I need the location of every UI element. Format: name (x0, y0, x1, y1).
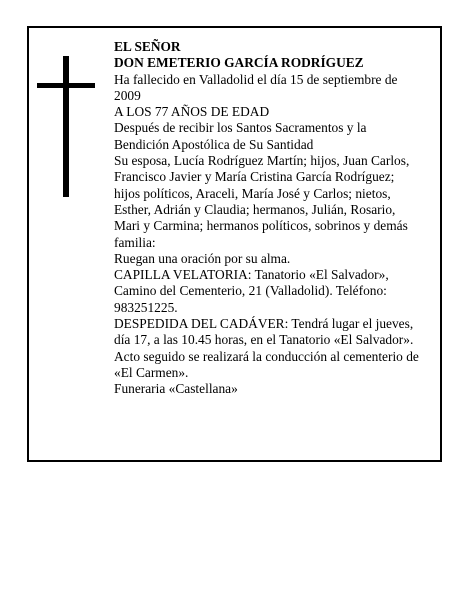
chapel-info: CAPILLA VELATORIA: Tanatorio «El Salvador», Camino del Cementerio, 21 (Valladolid). Teléfono: 983251225. (114, 267, 389, 315)
cross-icon (63, 56, 69, 197)
family-list: Su esposa, Lucía Rodríguez Martín; hijos, Juan Carlos, Francisco Javier y María Cristina García Rodríguez; hijos políticos, Araceli, María José y Carlos; nietos, Esther, Adrián y Claudia; hermanos, Julián, Rosario, Mari y Carmina; hermanos políticos, sobrinos y demás familia: (114, 153, 410, 250)
title-line-1: EL SEÑOR (114, 39, 181, 54)
sacraments: Después de recibir los Santos Sacramentos y la Bendición Apostólica de Su Santidad (114, 120, 367, 152)
deceased-name: DON EMETERIO GARCÍA RODRÍGUEZ (114, 55, 364, 71)
obituary-text (114, 39, 420, 398)
death-info: Ha fallecido en Valladolid el día 15 de septiembre de 2009 (114, 71, 398, 103)
prayer-request: Ruegan una oración por su alma. (114, 250, 291, 266)
cross-icon-crossbar (37, 83, 95, 88)
funeral-home: Funeraria «Castellana» (114, 381, 238, 397)
age: A LOS 77 AÑOS DE EDAD (114, 104, 270, 120)
farewell-info: DESPEDIDA DEL CADÁVER: Tendrá lugar el jueves, día 17, a las 10.45 horas, en el Tanatorio «El Salvador». Acto seguido se realizará la conducción al cementerio de «El Carmen». (114, 316, 419, 380)
